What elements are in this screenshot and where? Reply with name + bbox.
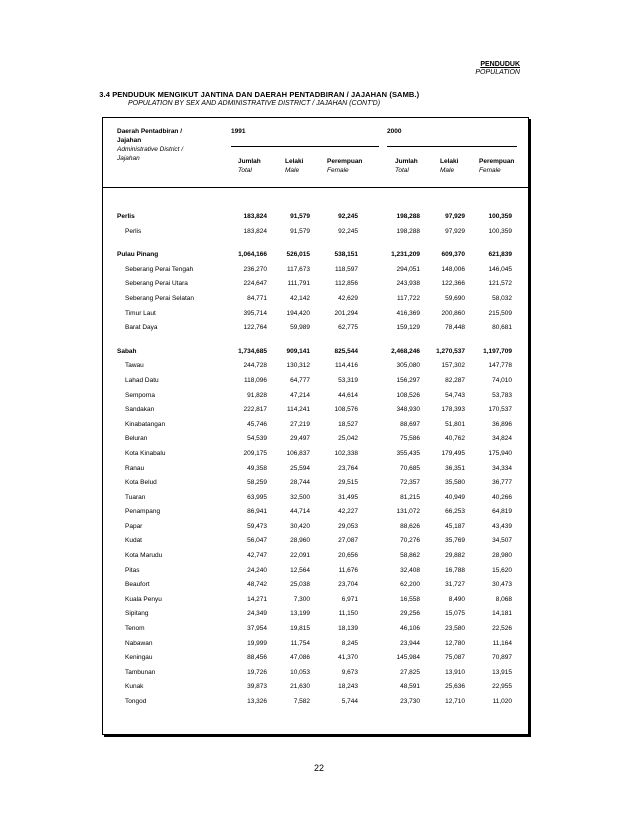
total-1991-value: 54,539 — [247, 435, 267, 443]
male-1991-value: 10,053 — [290, 668, 310, 676]
male-2000-value: 51,801 — [445, 420, 465, 428]
female-1991-value: 44,614 — [338, 391, 358, 399]
female-2000-value: 215,509 — [488, 309, 512, 317]
table-body — [103, 210, 528, 710]
district-name: Beluran — [125, 435, 148, 443]
total-2000-value: 75,586 — [400, 435, 420, 443]
male-2000-value: 66,253 — [445, 508, 465, 516]
table-row — [103, 277, 528, 292]
male-1991-value: 111,791 — [287, 280, 310, 288]
female-1991-value: 201,294 — [334, 309, 358, 317]
male-1991-value: 27,219 — [290, 420, 310, 428]
district-name: Kota Marudu — [125, 552, 163, 560]
total-2000-value: 355,435 — [396, 449, 420, 457]
district-name: Beaufort — [125, 581, 150, 589]
district-name: Kinabatangan — [125, 420, 166, 428]
table-number: 3.4 — [99, 90, 110, 99]
total-1991-value: 88,456 — [247, 654, 267, 662]
total-1991-heading: Jumlah Total — [238, 158, 261, 174]
total-2000-value: 23,730 — [400, 698, 420, 705]
male-2000-value: 45,187 — [445, 522, 465, 530]
male-2000-value: 122,366 — [441, 280, 465, 288]
female-1991-value: 27,087 — [338, 537, 358, 545]
male-1991-value: 909,141 — [286, 347, 310, 355]
male-1991-value: 30,420 — [290, 522, 310, 530]
total-1991-value: 118,096 — [243, 376, 267, 384]
table-row — [103, 593, 528, 608]
total-1991-value: 42,747 — [247, 552, 267, 560]
female-2000-value: 34,507 — [492, 537, 512, 545]
male-2000-value: 29,882 — [445, 552, 465, 560]
table-row — [103, 307, 528, 322]
male-1991-heading: Lelaki Male — [285, 158, 304, 174]
female-1991-value: 9,673 — [341, 668, 358, 676]
female-2000-value: 621,839 — [488, 251, 512, 259]
female-2000-value: 147,778 — [488, 362, 512, 370]
male-2000-value: 97,929 — [445, 213, 465, 220]
female-1991-value: 118,597 — [334, 265, 358, 273]
year-1991-underline — [231, 146, 379, 147]
male-1991-value: 13,199 — [290, 610, 310, 618]
total-2000-value: 305,080 — [396, 362, 420, 370]
male-1991-value: 28,744 — [290, 479, 310, 487]
male-1991-value: 117,673 — [286, 265, 310, 273]
district-name: Kota Belud — [125, 479, 157, 487]
total-1991-value: 91,828 — [247, 391, 267, 399]
total-1991-value: 224,647 — [243, 280, 267, 288]
female-1991-heading: Perempuan Female — [327, 158, 363, 174]
male-1991-value: 25,038 — [290, 581, 310, 589]
page-number: 22 — [313, 763, 324, 773]
male-1991-value: 22,091 — [290, 552, 310, 560]
table-title-malay: PENDUDUK MENGIKUT JANTINA DAN DAERAH PENTADBIRAN / JAJAHAN (SAMB.) — [112, 90, 420, 99]
district-name: Lahad Datu — [125, 376, 159, 384]
district-name: Kuala Penyu — [125, 595, 162, 603]
female-1991-value: 20,656 — [338, 552, 358, 560]
total-1991-value: 19,999 — [247, 639, 267, 647]
total-1991-value: 56,047 — [247, 537, 267, 545]
district-name: Sipitang — [125, 610, 149, 618]
male-1991-value: 21,630 — [290, 683, 310, 691]
female-1991-value: 25,042 — [338, 435, 358, 443]
male-1991-value: 130,312 — [286, 362, 310, 370]
male-2000-value: 157,302 — [441, 362, 465, 370]
female-1991-value: 42,227 — [338, 508, 358, 516]
female-2000-value: 13,915 — [492, 668, 512, 676]
district-name: Sabah — [117, 347, 137, 355]
section-label: PENDUDUK — [480, 61, 520, 68]
female-2000-value: 175,940 — [488, 449, 512, 457]
male-2000-value: 609,370 — [441, 251, 465, 259]
total-2000-value: 16,558 — [400, 595, 420, 603]
table-row — [103, 505, 528, 520]
total-1991-value: 48,742 — [247, 581, 267, 589]
male-1991-value: 29,497 — [290, 435, 310, 443]
female-2000-value: 36,777 — [492, 479, 512, 487]
total-1991-value: 39,873 — [247, 683, 267, 691]
male-2000-value: 8,490 — [448, 595, 465, 603]
district-name: Kudat — [125, 537, 142, 545]
total-1991-value: 395,714 — [243, 309, 267, 317]
male-1991-value: 32,500 — [290, 493, 310, 501]
male-1991-value: 91,579 — [290, 227, 310, 235]
table-row — [103, 695, 528, 710]
total-1991-value: 1,734,685 — [238, 347, 267, 355]
table-title-english: POPULATION BY SEX AND ADMINISTRATIVE DISTRICT / JAJAHAN (CONT'D) — [128, 100, 381, 107]
male-2000-value: 40,949 — [445, 493, 465, 501]
male-1991-value: 7,582 — [293, 698, 310, 705]
male-2000-value: 31,727 — [445, 581, 465, 589]
district-name: Tuaran — [125, 493, 146, 501]
district-name: Barat Daya — [125, 324, 158, 332]
total-2000-value: 416,369 — [396, 309, 420, 317]
table-row — [103, 432, 528, 447]
male-2000-value: 12,710 — [445, 698, 465, 705]
male-2000-value: 40,762 — [445, 435, 465, 443]
district-name: Seberang Perai Selatan — [125, 294, 195, 302]
male-1991-value: 59,989 — [290, 324, 310, 332]
female-1991-value: 18,243 — [338, 683, 358, 691]
table-row — [103, 607, 528, 622]
female-1991-value: 18,527 — [338, 420, 358, 428]
female-1991-value: 112,856 — [334, 280, 358, 288]
district-name: Tambunan — [125, 668, 156, 676]
male-1991-value: 19,815 — [290, 625, 310, 633]
year-2000-heading: 2000 — [387, 128, 402, 135]
district-name: Sandakan — [125, 406, 155, 414]
male-1991-value: 7,300 — [293, 595, 310, 603]
male-2000-value: 78,448 — [445, 324, 465, 332]
female-1991-value: 29,053 — [338, 522, 358, 530]
male-2000-value: 97,929 — [445, 227, 465, 235]
male-1991-value: 526,015 — [286, 251, 310, 259]
female-1991-value: 23,704 — [338, 581, 358, 589]
table-row — [103, 359, 528, 374]
district-name: Tenom — [125, 625, 145, 633]
district-name: Perlis — [117, 213, 135, 220]
total-2000-value: 48,591 — [400, 683, 420, 691]
total-1991-value: 222,817 — [243, 406, 267, 414]
female-2000-value: 30,473 — [492, 581, 512, 589]
total-1991-value: 122,764 — [243, 324, 267, 332]
table-row — [103, 292, 528, 307]
male-2000-value: 179,495 — [441, 449, 465, 457]
table-row — [103, 389, 528, 404]
table-row — [103, 578, 528, 593]
female-2000-value: 34,824 — [492, 435, 512, 443]
male-2000-value: 1,270,537 — [436, 347, 465, 355]
total-1991-value: 63,995 — [247, 493, 267, 501]
female-2000-value: 36,896 — [492, 420, 512, 428]
total-2000-value: 348,930 — [396, 406, 420, 414]
district-name: Seberang Perai Utara — [125, 280, 188, 288]
table-row — [103, 520, 528, 535]
female-1991-value: 53,319 — [338, 376, 358, 384]
male-2000-heading: Lelaki Male — [440, 158, 459, 174]
table-row — [103, 680, 528, 695]
table-row — [103, 637, 528, 652]
total-2000-value: 145,984 — [396, 654, 420, 662]
female-1991-value: 92,245 — [338, 213, 358, 220]
female-2000-heading: Perempuan Female — [479, 158, 515, 174]
female-2000-value: 70,897 — [492, 654, 512, 662]
female-2000-value: 146,045 — [488, 265, 512, 273]
female-2000-value: 74,010 — [492, 376, 512, 384]
male-1991-value: 42,142 — [290, 294, 310, 302]
total-1991-value: 1,064,166 — [238, 251, 267, 259]
total-1991-value: 183,824 — [243, 213, 267, 220]
male-1991-value: 11,754 — [290, 639, 310, 647]
female-2000-value: 14,181 — [492, 610, 512, 618]
table-row — [103, 462, 528, 477]
male-2000-value: 178,393 — [441, 406, 465, 414]
table-row-region — [103, 345, 528, 360]
section-label-en: POPULATION — [475, 69, 520, 76]
male-1991-value: 194,420 — [286, 309, 310, 317]
table-row — [103, 263, 528, 278]
female-2000-value: 53,783 — [492, 391, 512, 399]
male-2000-value: 36,351 — [445, 464, 465, 472]
female-1991-value: 23,764 — [338, 464, 358, 472]
total-2000-value: 81,215 — [400, 493, 420, 501]
total-2000-value: 23,944 — [400, 639, 420, 647]
female-1991-value: 62,775 — [338, 324, 358, 332]
total-1991-value: 19,726 — [247, 668, 267, 676]
table-row — [103, 666, 528, 681]
female-2000-value: 100,359 — [488, 227, 512, 235]
table-row — [103, 418, 528, 433]
total-1991-value: 24,240 — [247, 566, 267, 574]
district-name: Ranau — [125, 464, 145, 472]
male-2000-value: 54,743 — [445, 391, 465, 399]
total-2000-value: 32,408 — [400, 566, 420, 574]
table-title — [92, 90, 419, 99]
total-1991-value: 45,746 — [247, 420, 267, 428]
total-1991-value: 236,270 — [243, 265, 267, 273]
female-2000-value: 28,980 — [492, 552, 512, 560]
total-2000-value: 243,938 — [396, 280, 420, 288]
table-row — [103, 321, 528, 336]
female-2000-value: 64,819 — [492, 508, 512, 516]
total-1991-value: 59,473 — [247, 522, 267, 530]
female-2000-value: 58,032 — [492, 294, 512, 302]
total-2000-value: 72,357 — [400, 479, 420, 487]
male-2000-value: 23,580 — [445, 625, 465, 633]
district-name: Perlis — [125, 227, 142, 235]
district-name: Tawau — [125, 362, 144, 370]
female-2000-value: 1,197,709 — [483, 347, 512, 355]
male-2000-value: 15,075 — [445, 610, 465, 618]
female-2000-value: 170,537 — [488, 406, 512, 414]
district-name: Seberang Perai Tengah — [125, 265, 194, 273]
table-row — [103, 564, 528, 579]
total-2000-value: 1,231,209 — [391, 251, 420, 259]
male-1991-value: 25,594 — [290, 464, 310, 472]
female-1991-value: 42,629 — [338, 294, 358, 302]
female-2000-value: 80,681 — [492, 324, 512, 332]
total-1991-value: 13,326 — [247, 698, 267, 705]
total-2000-value: 108,526 — [396, 391, 420, 399]
table-row — [103, 476, 528, 491]
female-1991-value: 825,544 — [334, 347, 358, 355]
district-name: Tongod — [125, 698, 147, 705]
male-2000-value: 82,287 — [445, 376, 465, 384]
female-1991-value: 114,416 — [334, 362, 358, 370]
female-1991-value: 108,576 — [334, 406, 358, 414]
female-1991-value: 31,495 — [338, 493, 358, 501]
district-name: Keningau — [125, 654, 153, 662]
section-header — [475, 61, 520, 77]
district-heading-en: Administrative District / Jajahan — [117, 146, 184, 162]
header-separator — [103, 187, 528, 188]
total-1991-value: 58,259 — [247, 479, 267, 487]
total-1991-value: 14,271 — [247, 595, 267, 603]
male-1991-value: 114,241 — [286, 406, 310, 414]
total-2000-value: 198,288 — [396, 213, 420, 220]
total-2000-value: 70,276 — [400, 537, 420, 545]
male-2000-value: 75,087 — [445, 654, 465, 662]
table-row — [103, 491, 528, 506]
data-table — [102, 117, 529, 735]
male-1991-value: 47,086 — [290, 654, 310, 662]
district-name: Nabawan — [125, 639, 153, 647]
district-name: Kota Kinabalu — [125, 449, 166, 457]
total-1991-value: 244,728 — [243, 362, 267, 370]
male-1991-value: 28,960 — [290, 537, 310, 545]
total-2000-value: 62,200 — [400, 581, 420, 589]
district-name: Kunak — [125, 683, 144, 691]
female-1991-value: 6,971 — [341, 595, 358, 603]
table-row — [103, 403, 528, 418]
table-row — [103, 622, 528, 637]
total-2000-value: 198,288 — [396, 227, 420, 235]
total-2000-heading: Jumlah Total — [395, 158, 418, 174]
table-row — [103, 447, 528, 462]
table-row-region — [103, 210, 528, 225]
year-1991-heading: 1991 — [231, 128, 246, 135]
total-1991-value: 84,771 — [247, 294, 267, 302]
district-name: Pitas — [125, 566, 140, 574]
male-1991-value: 64,777 — [290, 376, 310, 384]
female-2000-value: 100,359 — [488, 213, 512, 220]
female-2000-value: 8,068 — [495, 595, 512, 603]
male-1991-value: 12,564 — [290, 566, 310, 574]
female-1991-value: 29,515 — [338, 479, 358, 487]
female-1991-value: 538,151 — [334, 251, 358, 259]
table-row — [103, 651, 528, 666]
female-1991-value: 5,744 — [341, 698, 358, 705]
female-2000-value: 22,955 — [492, 683, 512, 691]
district-name: Papar — [125, 522, 143, 530]
female-2000-value: 11,020 — [492, 698, 512, 705]
table-row-region — [103, 248, 528, 263]
total-2000-value: 159,129 — [396, 324, 420, 332]
district-name: Penampang — [125, 508, 161, 516]
total-2000-value: 88,626 — [400, 522, 420, 530]
table-row — [103, 534, 528, 549]
male-2000-value: 200,860 — [441, 309, 465, 317]
female-2000-value: 121,572 — [488, 280, 512, 288]
total-1991-value: 183,824 — [243, 227, 267, 235]
female-2000-value: 34,334 — [492, 464, 512, 472]
total-2000-value: 46,106 — [400, 625, 420, 633]
total-1991-value: 37,954 — [247, 625, 267, 633]
female-1991-value: 18,139 — [338, 625, 358, 633]
female-1991-value: 8,245 — [341, 639, 358, 647]
male-1991-value: 106,837 — [286, 449, 310, 457]
female-1991-value: 11,676 — [338, 566, 358, 574]
female-2000-value: 22,526 — [492, 625, 512, 633]
total-2000-value: 117,722 — [396, 294, 420, 302]
district-name: Semporna — [125, 391, 155, 399]
total-1991-value: 209,175 — [243, 449, 267, 457]
male-1991-value: 91,579 — [290, 213, 310, 220]
total-2000-value: 2,468,246 — [391, 347, 420, 355]
district-name: Pulau Pinang — [117, 251, 159, 259]
total-2000-value: 58,862 — [400, 552, 420, 560]
female-2000-value: 40,266 — [492, 493, 512, 501]
total-1991-value: 49,358 — [247, 464, 267, 472]
female-2000-value: 43,439 — [492, 522, 512, 530]
male-2000-value: 25,636 — [445, 683, 465, 691]
total-2000-value: 294,051 — [396, 265, 420, 273]
female-2000-value: 11,164 — [492, 639, 512, 647]
male-2000-value: 12,780 — [445, 639, 465, 647]
male-1991-value: 44,714 — [290, 508, 310, 516]
total-2000-value: 27,825 — [400, 668, 420, 676]
male-1991-value: 47,214 — [290, 391, 310, 399]
total-2000-value: 29,256 — [400, 610, 420, 618]
female-1991-value: 11,150 — [338, 610, 358, 618]
total-2000-value: 131,072 — [396, 508, 420, 516]
female-1991-value: 102,338 — [334, 449, 358, 457]
male-2000-value: 59,690 — [445, 294, 465, 302]
male-2000-value: 148,006 — [441, 265, 465, 273]
male-2000-value: 35,769 — [445, 537, 465, 545]
total-2000-value: 156,297 — [396, 376, 420, 384]
male-2000-value: 13,910 — [445, 668, 465, 676]
female-2000-value: 15,620 — [492, 566, 512, 574]
male-2000-value: 35,580 — [445, 479, 465, 487]
district-heading: Daerah Pentadbiran / Jajahan — [117, 128, 183, 144]
table-row — [103, 225, 528, 240]
year-2000-underline — [387, 146, 517, 147]
female-1991-value: 92,245 — [338, 227, 358, 235]
district-name: Timur Laut — [125, 309, 156, 317]
table-row — [103, 374, 528, 389]
table-row — [103, 549, 528, 564]
total-2000-value: 70,685 — [400, 464, 420, 472]
total-1991-value: 24,349 — [247, 610, 267, 618]
female-1991-value: 41,370 — [338, 654, 358, 662]
total-1991-value: 86,941 — [247, 508, 267, 516]
male-2000-value: 16,788 — [445, 566, 465, 574]
total-2000-value: 88,697 — [400, 420, 420, 428]
